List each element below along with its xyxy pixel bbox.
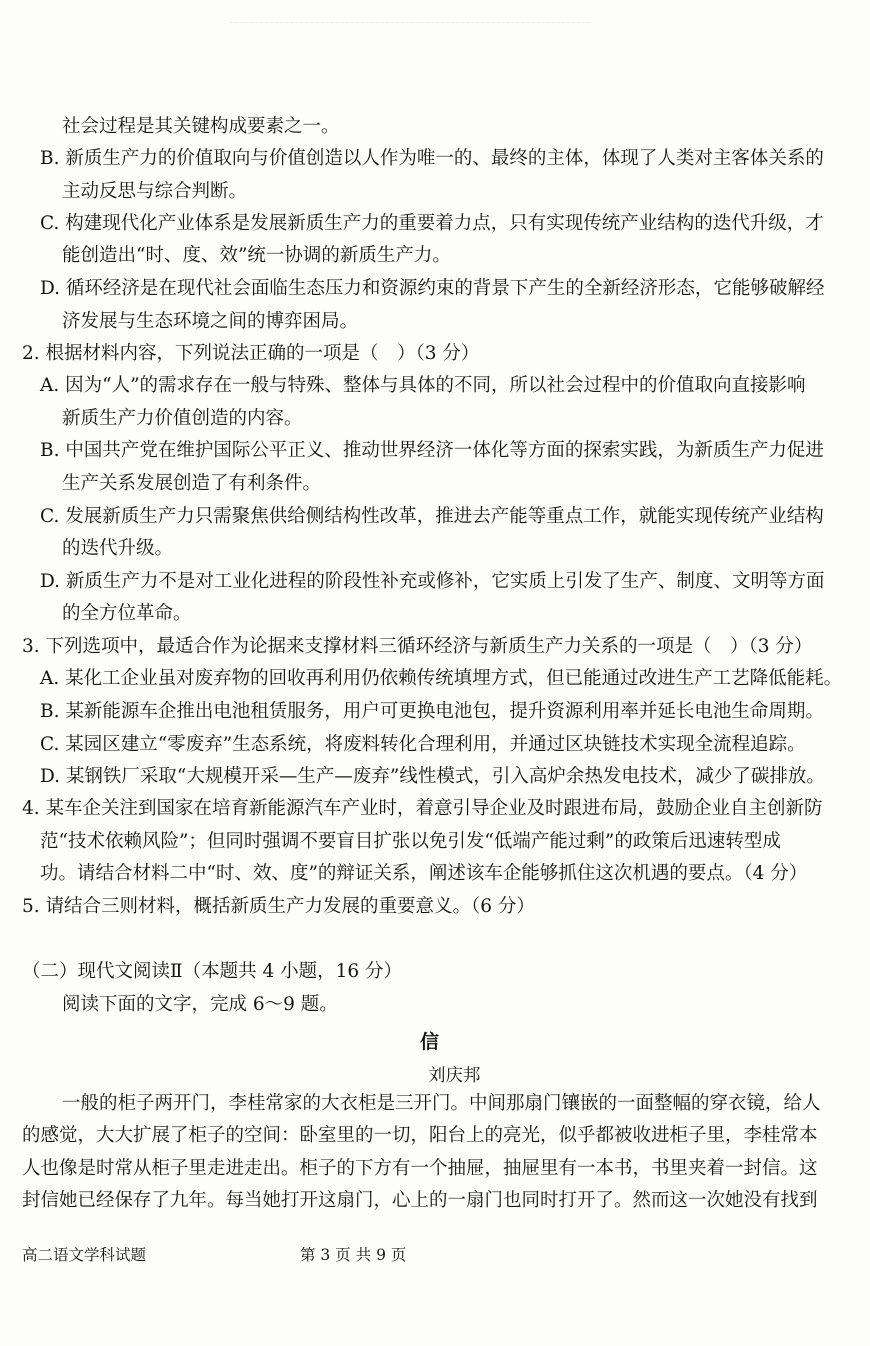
option-a-line: A. 某化工企业虽对废弃物的回收再利用仍依赖传统填埋方式，但已能通过改进生产工艺降低能耗。 <box>40 668 843 689</box>
text-line: 生产关系发展创造了有利条件。 <box>62 473 322 494</box>
option-a-line: A. 因为“人”的需求存在一般与特殊、整体与具体的不同，所以社会过程中的价值取向直接影响 <box>40 375 806 396</box>
section-instruction: 阅读下面的文字，完成 6～9 题。 <box>62 994 338 1015</box>
text-line: 能创造出“时、度、效”统一协调的新质生产力。 <box>62 245 451 266</box>
text-line: 主动反思与综合判断。 <box>62 181 248 202</box>
question-2-stem: 2. 根据材料内容，下列说法正确的一项是（ ）（3 分） <box>22 343 480 364</box>
question-5-stem: 5. 请结合三则材料，概括新质生产力发展的重要意义。（6 分） <box>22 896 535 917</box>
story-author: 刘庆邦 <box>428 1066 481 1086</box>
text-line: 的全方位革命。 <box>62 603 192 624</box>
text-line: 范“技术依赖风险”；但同时强调不要盲目扩张以免引发“低端产能过剩”的政策后迅速转型成 <box>40 831 781 852</box>
story-line: 一般的柜子两开门，李桂常家的大衣柜是三开门。中间那扇门镶嵌的一面整幅的穿衣镜，给人 <box>62 1093 821 1114</box>
text-line: 的迭代升级。 <box>62 538 174 559</box>
text-line: 济发展与生态环境之间的博弈困局。 <box>62 311 359 332</box>
option-b-line: B. 新质生产力的价值取向与价值创造以人作为唯一的、最终的主体，体现了人类对主客体关系的 <box>40 148 824 169</box>
story-line: 的感觉，大大扩展了柜子的空间：卧室里的一切，阳台上的亮光，似乎都被收进柜子里，李桂常本 <box>22 1125 818 1146</box>
option-b-line: B. 某新能源车企推出电池租赁服务，用户可更换电池包，提升资源利用率并延长电池生命周期。 <box>40 701 824 722</box>
text-line: 新质生产力价值创造的内容。 <box>62 408 303 429</box>
story-title: 信 <box>420 1031 440 1053</box>
story-line: 封信她已经保存了九年。每当她打开这扇门，心上的一扇门也同时打开了。然而这一次她没有找到 <box>22 1190 818 1211</box>
question-3-stem: 3. 下列选项中，最适合作为论据来支撑材料三循环经济与新质生产力关系的一项是（ ）（3 分） <box>22 636 813 657</box>
option-d-line: D. 循环经济是在现代社会面临生态压力和资源约束的背景下产生的全新经济形态，它能够破解经 <box>40 278 825 299</box>
text-line: 功。请结合材料二中“时、效、度”的辩证关系，阐述该车企能够抓住这次机遇的要点。（4 分） <box>40 863 808 884</box>
scan-artifact <box>230 22 590 33</box>
footer-subject: 高二语文学科试题 <box>22 1246 147 1264</box>
option-c-line: C. 某园区建立“零废弃”生态系统，将废料转化合理利用，并通过区块链技术实现全流程追踪。 <box>40 734 806 755</box>
footer-page-number: 第 3 页 共 9 页 <box>300 1246 407 1264</box>
text-line: 社会过程是其关键构成要素之一。 <box>62 116 340 137</box>
option-d-line: D. 新质生产力不是对工业化进程的阶段性补充或修补，它实质上引发了生产、制度、文明等方面 <box>40 571 825 592</box>
option-c-line: C. 构建现代化产业体系是发展新质生产力的重要着力点，只有实现传统产业结构的迭代升级，才 <box>40 213 824 234</box>
option-d-line: D. 某钢铁厂采取“大规模开采—生产—废弃”线性模式，引入高炉余热发电技术，减少了碳排放。 <box>40 766 825 787</box>
section-heading: （二）现代文阅读Ⅱ（本题共 4 小题，16 分） <box>22 961 403 982</box>
option-b-line: B. 中国共产党在维护国际公平正义、推动世界经济一体化等方面的探索实践，为新质生产力促进 <box>40 440 824 461</box>
option-c-line: C. 发展新质生产力只需聚焦供给侧结构性改革，推进去产能等重点工作，就能实现传统产业结构 <box>40 506 824 527</box>
question-4-stem: 4. 某车企关注到国家在培育新能源汽车产业时，着意引导企业及时跟进布局，鼓励企业自主创新防 <box>22 798 823 819</box>
story-line: 人也像是时常从柜子里走进走出。柜子的下方有一个抽屉，抽屉里有一本书，书里夹着一封信。这 <box>22 1158 818 1179</box>
